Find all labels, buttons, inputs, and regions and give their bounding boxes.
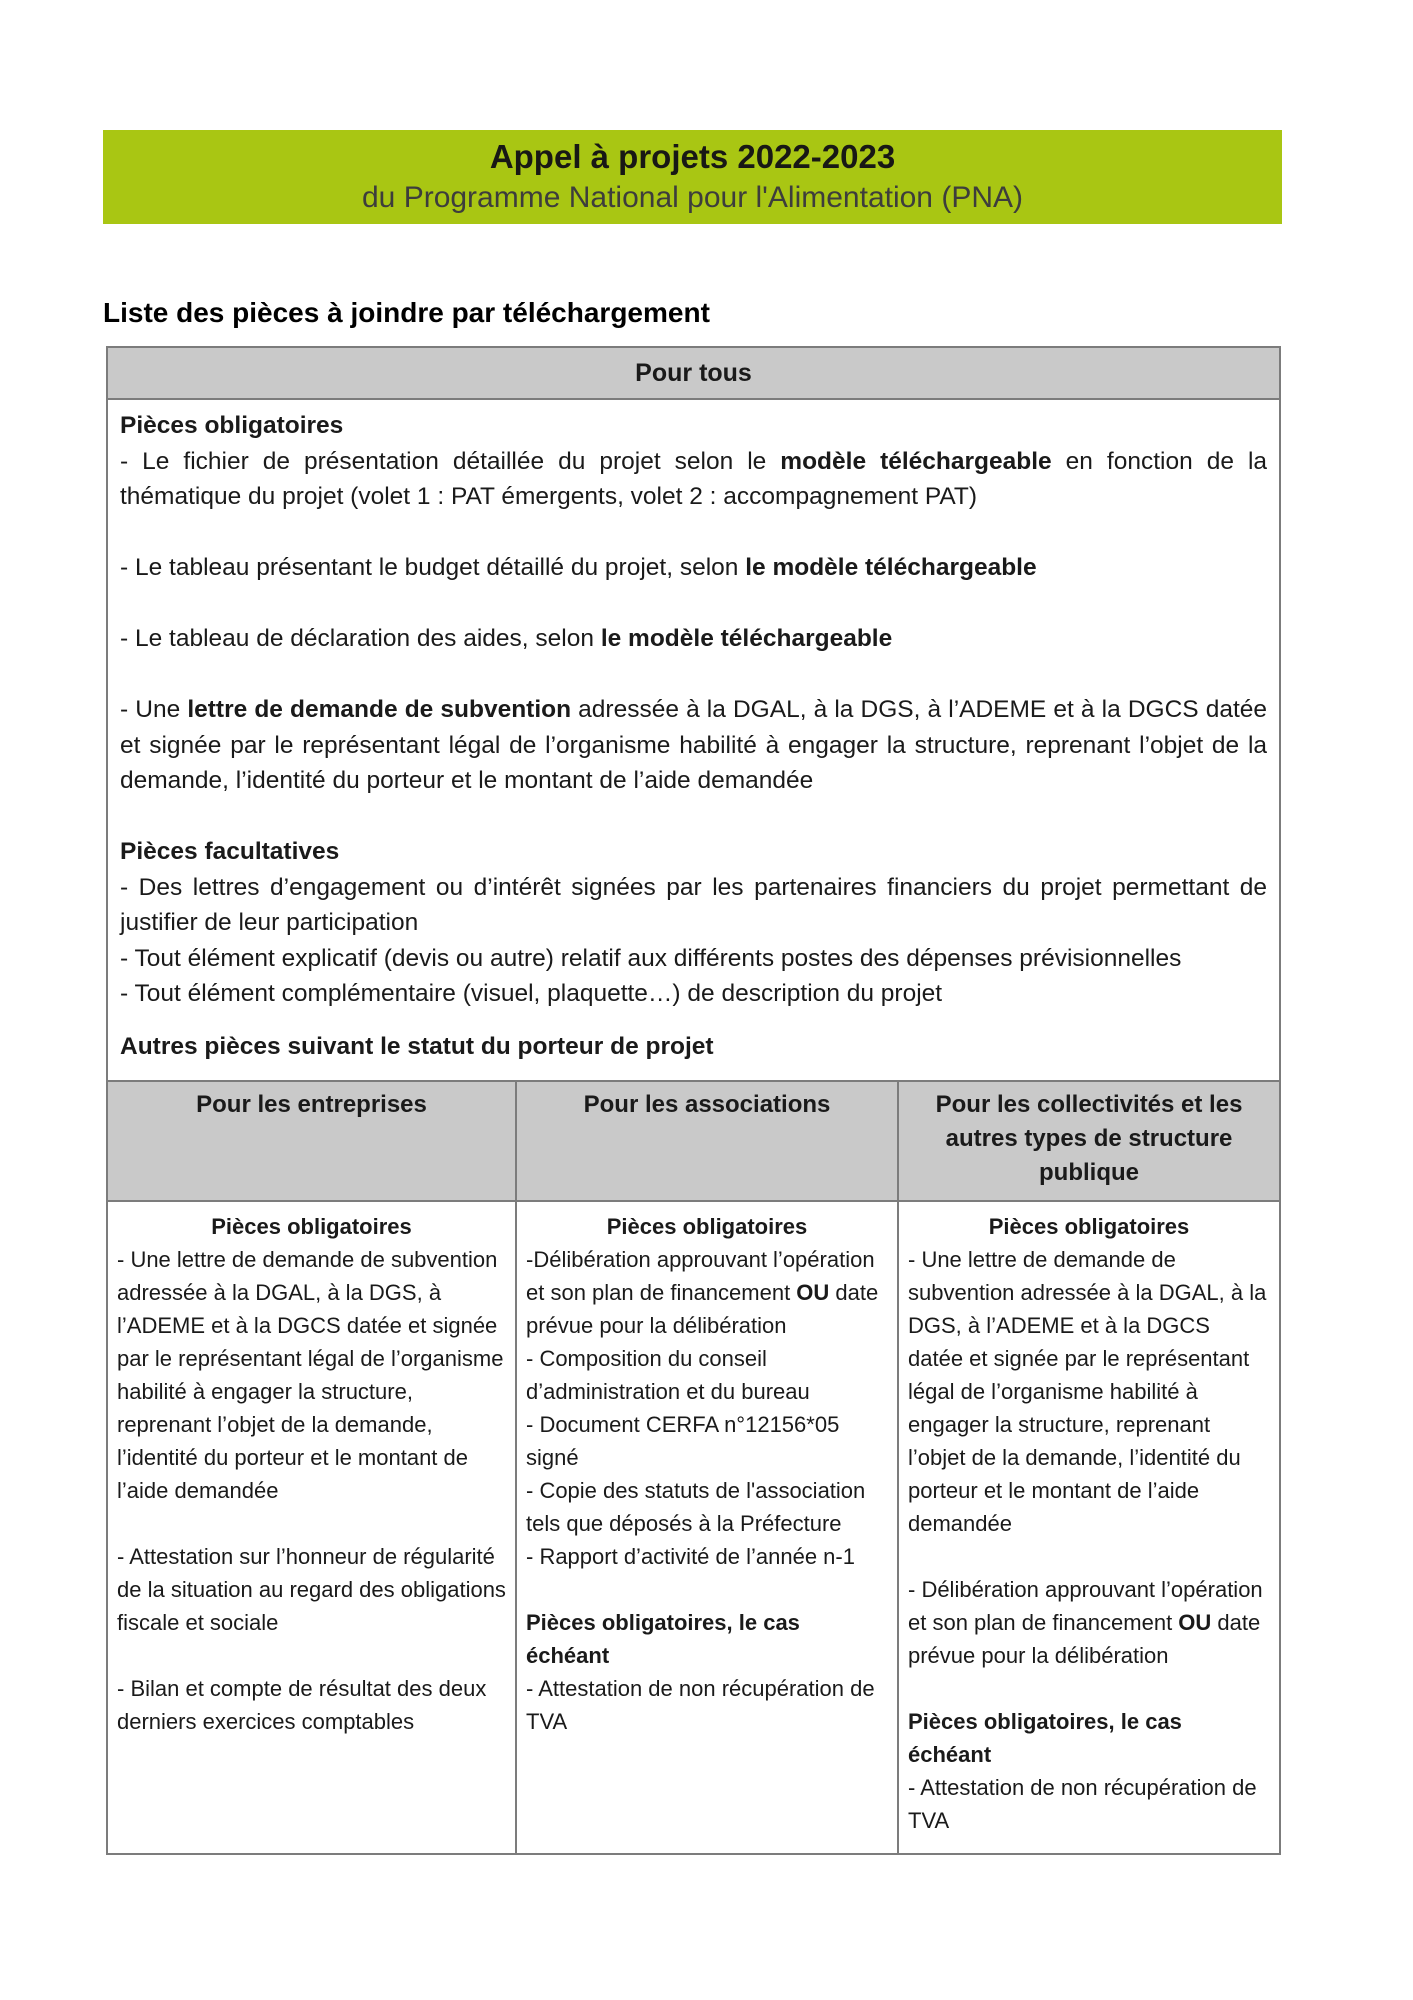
- column-header-collectivites: Pour les collectivités et les autres types de structure publique: [898, 1081, 1280, 1201]
- spacer: [120, 586, 1267, 622]
- paragraph: - Une lettre de demande de subvention adressée à la DGAL, à la DGS, à l’ADEME et à la DGCS datée et signée par le représentant légal de l’organisme habilité à engager la structure, reprenant l’objet de la demande, l’identité du porteur et le montant de l’aide demandée: [120, 696, 1268, 794]
- paragraph: -Délibération approuvant l’opération et son plan de financement OU date prévue pour la délibération: [526, 1247, 879, 1338]
- section-heading: Autres pièces suivant le statut du porteur de projet: [120, 1032, 714, 1060]
- spacer: [120, 1012, 1267, 1029]
- table-row: [107, 1081, 1280, 1201]
- column-body-associations: [516, 1201, 898, 1854]
- paragraph: - Le tableau présentant le budget détaillé du projet, selon le modèle téléchargeable: [120, 554, 1037, 581]
- paragraph: - Copie des statuts de l'association tels que déposés à la Préfecture: [526, 1478, 866, 1536]
- column-header-entreprises: Pour les entreprises: [107, 1081, 516, 1201]
- spacer: [526, 1573, 888, 1606]
- spacer: [120, 657, 1267, 693]
- table-header-pour-tous: Pour tous: [107, 347, 1280, 399]
- section-heading: Pièces obligatoires, le cas échéant: [908, 1709, 1182, 1767]
- table-row: [107, 347, 1280, 399]
- page-title: Liste des pièces à joindre par téléchargement: [103, 297, 710, 328]
- paragraph: - Tout élément explicatif (devis ou autre) relatif aux différents postes des dépenses prévisionnelles: [120, 944, 1182, 972]
- column-body-collectivites: [898, 1201, 1280, 1854]
- table-row: [107, 1201, 1280, 1854]
- spacer: [117, 1507, 506, 1540]
- spacer: [117, 1639, 506, 1672]
- section-heading: Pièces obligatoires: [606, 1214, 808, 1239]
- column-body-entreprises: [107, 1201, 516, 1854]
- paragraph: - Des lettres d’engagement ou d’intérêt signées par les partenaires financiers du projet permettant de justifier de leur participation: [120, 873, 1268, 936]
- paragraph: - Le tableau de déclaration des aides, selon le modèle téléchargeable: [120, 625, 893, 652]
- paragraph: - Attestation de non récupération de TVA: [526, 1676, 875, 1734]
- banner-title: Appel à projets 2022-2023: [489, 138, 896, 175]
- paragraph: - Le fichier de présentation détaillée du projet selon le modèle téléchargeable en fonction de la thématique du projet (volet 1 : PAT émergents, volet 2 : accompagnement PAT): [120, 447, 1268, 510]
- paragraph: - Délibération approuvant l’opération et son plan de financement OU date prévue pour la délibération: [908, 1577, 1263, 1668]
- paragraph: - Une lettre de demande de subvention adressée à la DGAL, à la DGS, à l’ADEME et à la DGCS datée et signée par le représentant légal de l’organisme habilité à engager la structure, reprenant l’objet de la demande, l’identité du porteur et le montant de l’aide demandée: [908, 1247, 1267, 1536]
- pour-tous-cell: [107, 399, 1280, 1081]
- column-header-associations: Pour les associations: [516, 1081, 898, 1201]
- banner-subtitle: du Programme National pour l'Alimentation (PNA): [361, 181, 1023, 214]
- paragraph: - Attestation sur l’honneur de régularité de la situation au regard des obligations fiscale et sociale: [117, 1544, 506, 1635]
- table-row: [107, 399, 1280, 1081]
- paragraph: - Tout élément complémentaire (visuel, plaquette…) de description du projet: [120, 980, 943, 1007]
- paragraph: - Composition du conseil d’administration et du bureau: [526, 1346, 810, 1404]
- spacer: [120, 799, 1267, 835]
- section-heading: Pièces facultatives: [120, 838, 340, 865]
- pieces-table: [106, 346, 1281, 1855]
- paragraph: - Une lettre de demande de subvention adressée à la DGAL, à la DGS, à l’ADEME et à la DGCS datée et signée par le représentant légal de l’organisme habilité à engager la structure, reprenant l’objet de la demande, l’identité du porteur et le montant de l’aide demandée: [117, 1247, 504, 1503]
- section-heading: Pièces obligatoires, le cas échéant: [526, 1610, 800, 1668]
- banner: [103, 130, 1282, 224]
- section-heading: Pièces obligatoires: [988, 1214, 1190, 1239]
- paragraph: - Attestation de non récupération de TVA: [908, 1775, 1257, 1833]
- paragraph: - Bilan et compte de résultat des deux derniers exercices comptables: [117, 1676, 487, 1734]
- paragraph: - Rapport d’activité de l’année n-1: [526, 1544, 855, 1569]
- spacer: [120, 515, 1267, 551]
- section-heading: Pièces obligatoires: [120, 412, 344, 439]
- section-heading: Pièces obligatoires: [211, 1214, 412, 1239]
- spacer: [908, 1672, 1270, 1705]
- spacer: [908, 1540, 1270, 1573]
- paragraph: - Document CERFA n°12156*05 signé: [526, 1412, 840, 1470]
